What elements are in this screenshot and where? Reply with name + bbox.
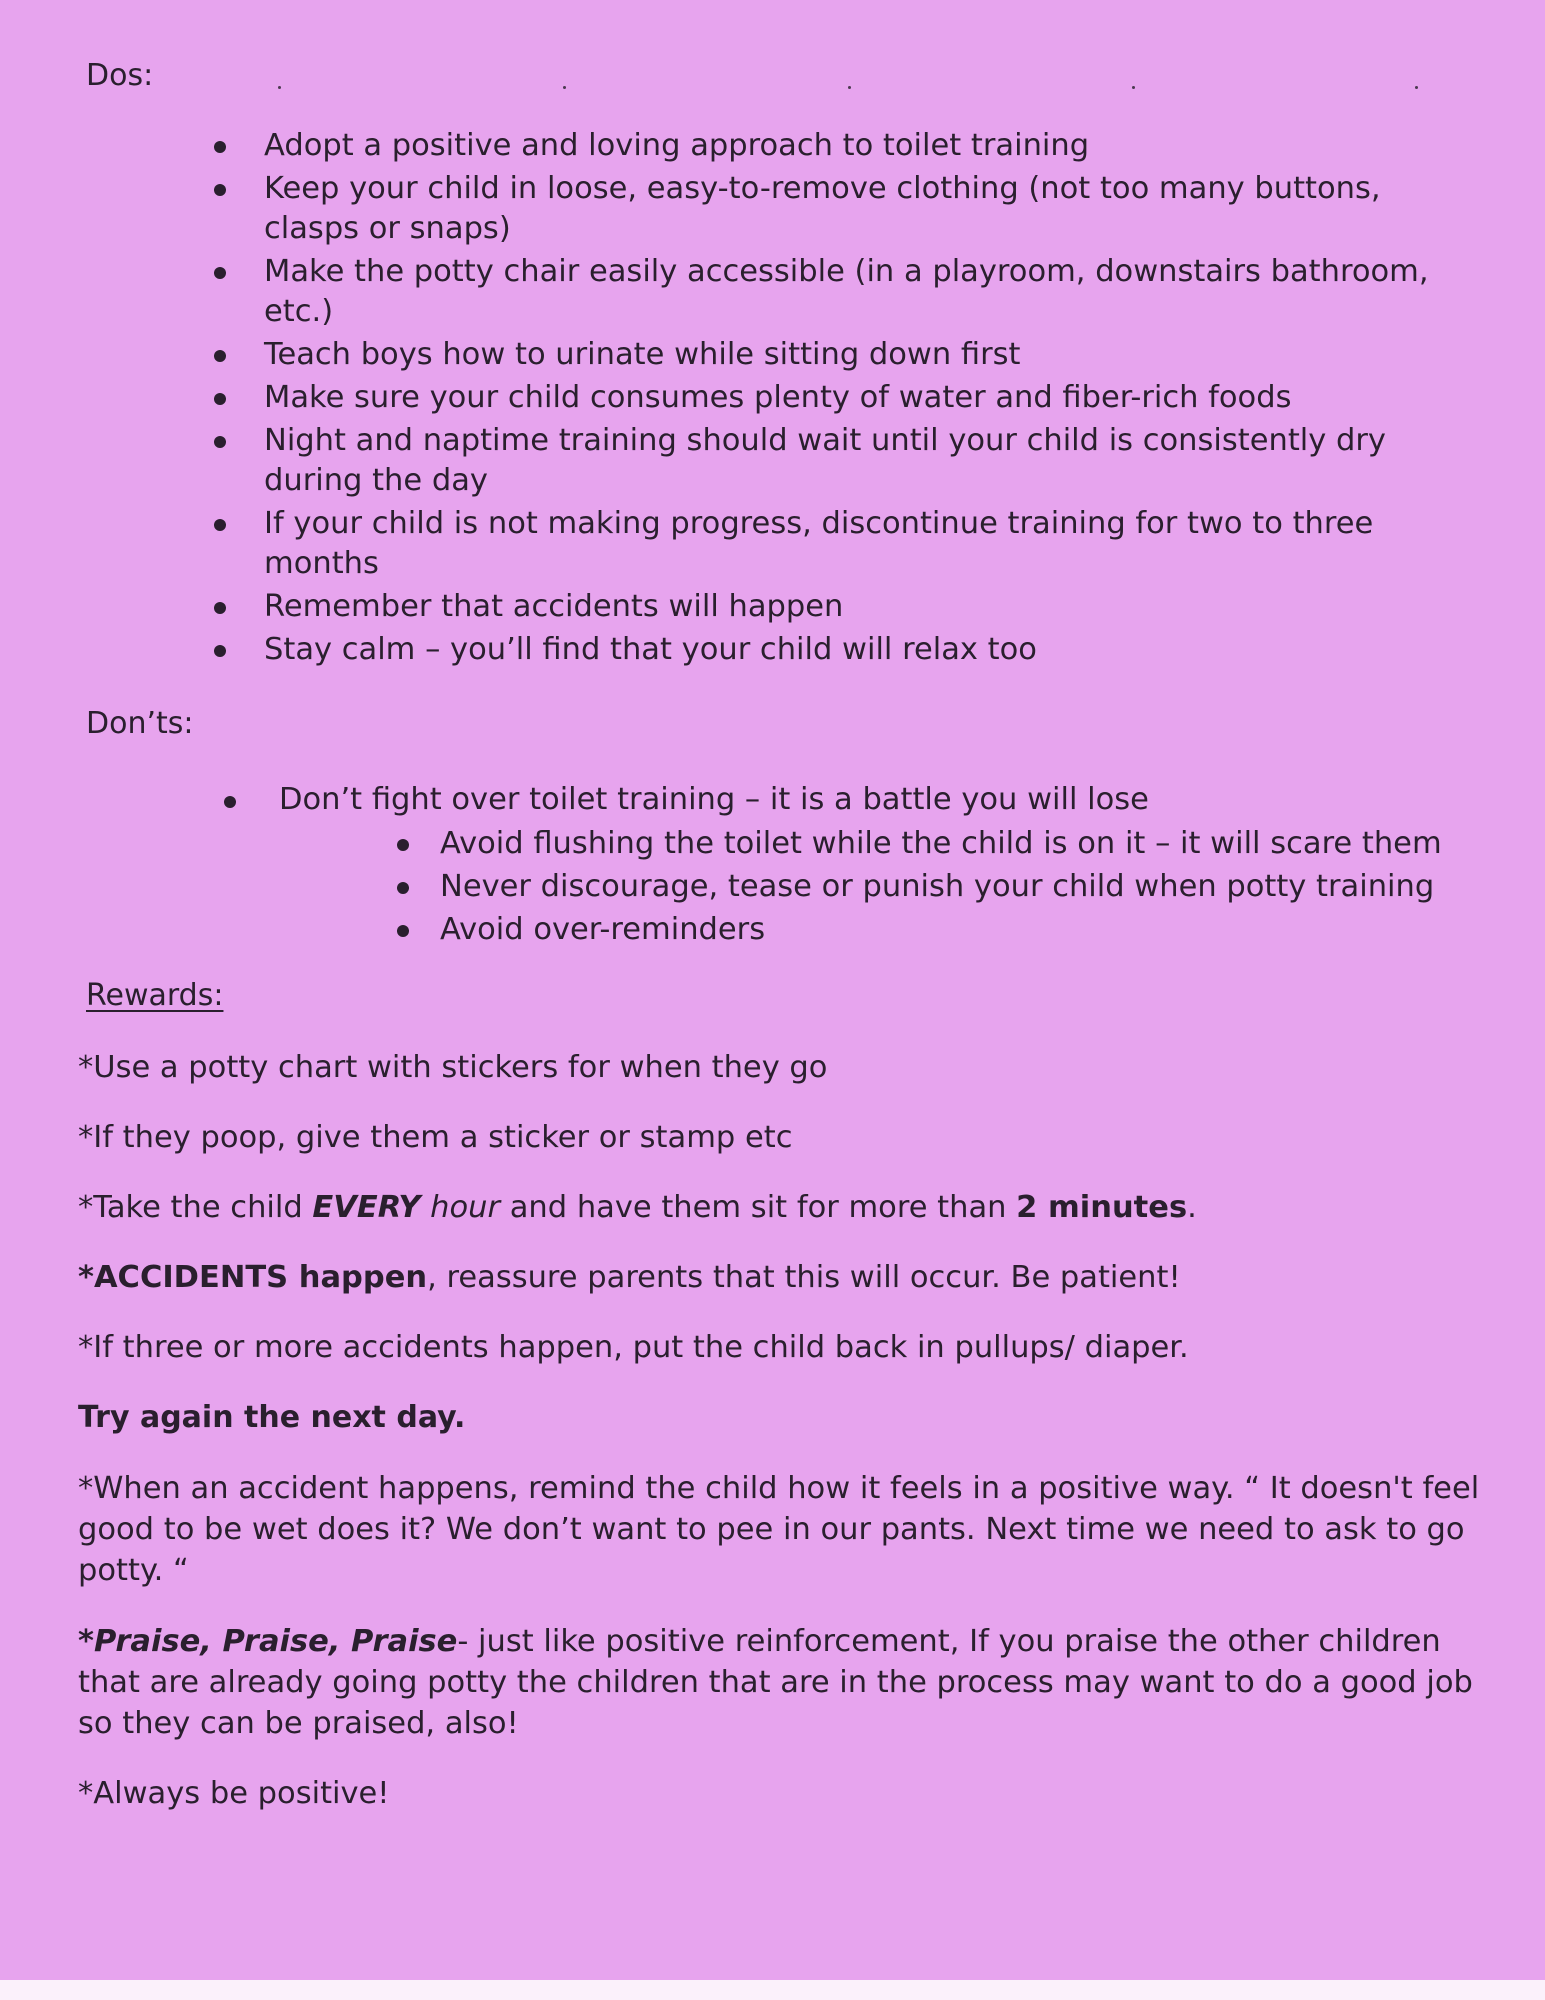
hourly-prefix: *Take the child [78,1190,313,1225]
scan-dot [563,86,566,89]
rewards-heading: Rewards: [86,978,224,1013]
dos-list [74,126,1475,670]
list-item: Teach boys how to urinate while sitting down first [214,335,1475,375]
rewards-accidents-text [78,1258,1478,1298]
hourly-middle: and have them sit for more than [500,1190,1017,1225]
rewards-hourly-text [78,1188,1478,1228]
accidents-rest: , reassure parents that this will occur. Be patient! [427,1260,1181,1295]
try-again-text: Try again the next day. [78,1400,466,1435]
list-item: Make the potty chair easily accessible (in a playroom, downstairs bathroom, etc.) [214,252,1475,332]
scan-dot [278,86,281,89]
list-item: Stay calm – you’ll find that your child will relax too [214,630,1475,670]
list-item: Remember that accidents will happen [214,587,1475,627]
list-item: Keep your child in loose, easy-to-remove clothing (not too many buttons, clasps or snaps) [214,169,1475,249]
accidents-bold: *ACCIDENTS happen [78,1260,428,1295]
scan-dot [1132,86,1135,89]
hourly-suffix: . [1187,1190,1197,1225]
scan-dot [848,86,851,89]
rewards-praise-text [78,1621,1498,1744]
donts-heading: Don’ts: [86,706,194,741]
rewards-remind-text: *When an accident happens, remind the child how it feels in a positive way. “ It doesn't feel good to be wet does it? We don’t want to pee in our pants. Next time we need to ask to go potty. “ [78,1471,1480,1588]
rewards-chart-text: *Use a potty chart with stickers for when they go [78,1050,828,1085]
donts-sub-list [279,824,1475,950]
hourly-hour: hour [430,1190,501,1225]
praise-rest: - just like positive reinforcement, If you praise the other children that are already going potty the children that are in the process may want to do a good job so they can be praised, also! [78,1624,1473,1741]
dos-heading: Dos: [86,58,154,93]
praise-bold: *Praise, Praise, Praise [78,1624,458,1659]
list-item: Make sure your child consumes plenty of water and fiber-rich foods [214,378,1475,418]
rewards-poop-text: *If they poop, give them a sticker or stamp etc [78,1120,793,1155]
donts-main-item [224,780,1475,950]
list-item: Never discourage, tease or punish your child when potty training [397,867,1475,907]
donts-main-item-text: Don’t fight over toilet training – it is a battle you will lose [279,782,1149,817]
hourly-every: EVERY [312,1190,421,1225]
list-item: Avoid flushing the toilet while the child is on it – it will scare them [397,824,1475,864]
list-item: Adopt a positive and loving approach to toilet training [214,126,1475,166]
donts-list [74,780,1475,950]
hourly-minutes: 2 minutes [1016,1190,1188,1225]
list-item: Night and naptime training should wait until your child is consistently dry during the day [214,421,1475,501]
list-item: If your child is not making progress, discontinue training for two to three months [214,504,1475,584]
scan-dot [1415,86,1418,89]
dos-heading-row [74,56,1475,98]
rewards-positive-text: *Always be positive! [78,1776,390,1811]
rewards-three-accidents-text: *If three or more accidents happen, put the child back in pullups/ diaper. [78,1330,1189,1365]
list-item: Avoid over-reminders [397,910,1475,950]
